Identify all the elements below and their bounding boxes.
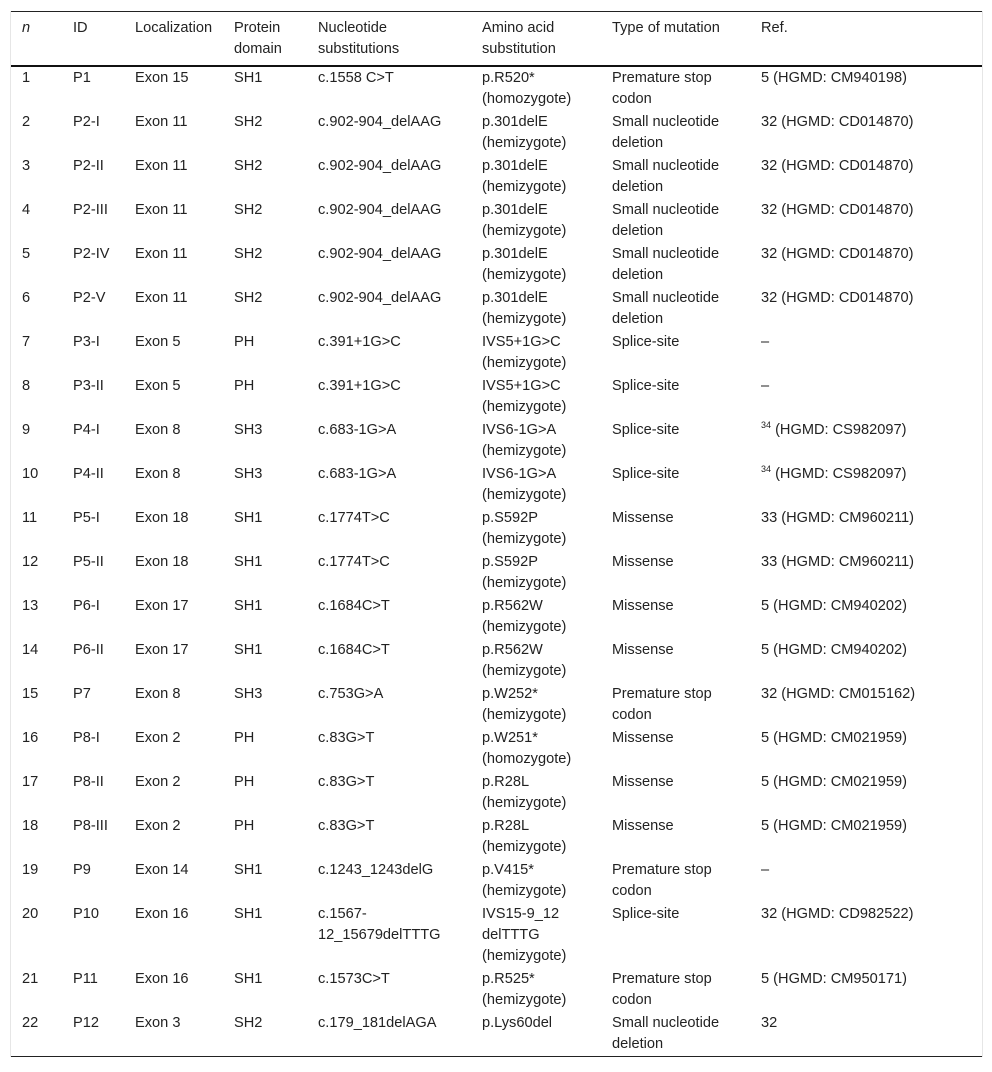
cell-n: 6 [22, 290, 31, 306]
cell-type-of-mutation: Small nucleotide deletion [612, 290, 720, 327]
cell-id: P4-II [73, 466, 104, 482]
cell-amino-acid-substitution: p.301delE (hemizygote) [482, 202, 567, 239]
cell-type-of-mutation: Small nucleotide deletion [612, 158, 720, 195]
cell-id: P5-I [73, 510, 100, 526]
cell-id: P7 [73, 686, 91, 702]
cell-ref: 32 (HGMD: CD014870) [761, 202, 914, 218]
cell-n: 10 [22, 466, 39, 482]
cell-protein-domain: SH1 [234, 642, 263, 658]
cell-type-of-mutation: Missense [612, 730, 674, 746]
cell-localization: Exon 2 [135, 818, 181, 834]
cell-amino-acid-substitution: p.Lys60del [482, 1015, 553, 1031]
cell-id: P12 [73, 1015, 99, 1031]
table-body [11, 66, 982, 1057]
ref-superscript: 34 [761, 420, 772, 431]
cell-type-of-mutation: Small nucleotide deletion [612, 114, 720, 151]
cell-n: 22 [22, 1015, 39, 1031]
cell-n: 8 [22, 378, 31, 394]
cell-protein-domain: SH2 [234, 202, 263, 218]
header-amino-acid-substitution: Amino acid substitution [482, 20, 556, 57]
cell-type-of-mutation: Premature stop codon [612, 686, 712, 723]
cell-nucleotide-substitution: c.83G>T [318, 730, 375, 746]
cell-localization: Exon 17 [135, 642, 189, 658]
cell-protein-domain: SH1 [234, 862, 263, 878]
cell-amino-acid-substitution: IVS15-9_12 delTTTG (hemizygote) [482, 906, 567, 964]
cell-type-of-mutation: Small nucleotide deletion [612, 1015, 720, 1052]
cell-ref: 5 (HGMD: CM021959) [761, 730, 907, 746]
cell-n: 20 [22, 906, 39, 922]
cell-localization: Exon 17 [135, 598, 189, 614]
cell-type-of-mutation: Premature stop codon [612, 862, 712, 899]
header-n: n [22, 20, 31, 36]
table-row [11, 551, 982, 595]
cell-ref: 33 (HGMD: CM960211) [761, 510, 915, 526]
cell-id: P8-I [73, 730, 100, 746]
cell-amino-acid-substitution: p.R28L (hemizygote) [482, 818, 567, 855]
cell-nucleotide-substitution: c.179_181delAGA [318, 1015, 437, 1031]
cell-localization: Exon 2 [135, 774, 181, 790]
cell-amino-acid-substitution: p.W251* (homozygote) [482, 730, 572, 767]
cell-localization: Exon 14 [135, 862, 189, 878]
cell-protein-domain: SH1 [234, 70, 263, 86]
cell-id: P1 [73, 70, 91, 86]
cell-localization: Exon 8 [135, 466, 181, 482]
cell-nucleotide-substitution: c.391+1G>C [318, 334, 401, 350]
cell-type-of-mutation: Missense [612, 510, 674, 526]
cell-id: P3-II [73, 378, 104, 394]
cell-nucleotide-substitution: c.902-904_delAAG [318, 114, 442, 130]
cell-protein-domain: PH [234, 818, 255, 834]
cell-ref [750, 419, 982, 463]
cell-nucleotide-substitution: c.1774T>C [318, 554, 390, 570]
cell-localization: Exon 5 [135, 334, 181, 350]
table-row [11, 859, 982, 903]
cell-amino-acid-substitution: p.R525* (hemizygote) [482, 971, 567, 1008]
cell-protein-domain: PH [234, 334, 255, 350]
cell-ref: – [761, 378, 770, 394]
cell-amino-acid-substitution: p.S592P (hemizygote) [482, 554, 567, 591]
cell-localization: Exon 8 [135, 422, 181, 438]
cell-localization: Exon 3 [135, 1015, 181, 1031]
cell-localization: Exon 16 [135, 906, 189, 922]
cell-protein-domain: SH1 [234, 554, 263, 570]
cell-type-of-mutation: Small nucleotide deletion [612, 246, 720, 283]
cell-protein-domain: SH2 [234, 290, 263, 306]
cell-nucleotide-substitution: c.1684C>T [318, 642, 390, 658]
cell-nucleotide-substitution: c.683-1G>A [318, 422, 397, 438]
table-header [11, 12, 982, 67]
header-id: ID [73, 20, 88, 36]
cell-ref: 32 (HGMD: CD982522) [761, 906, 914, 922]
cell-localization: Exon 11 [135, 290, 188, 306]
cell-nucleotide-substitution: c.1567-12_15679delTTTG [318, 906, 441, 943]
table-row [11, 463, 982, 507]
cell-nucleotide-substitution: c.1558 C>T [318, 70, 394, 86]
cell-type-of-mutation: Splice-site [612, 378, 680, 394]
header-row [11, 12, 982, 67]
cell-nucleotide-substitution: c.902-904_delAAG [318, 246, 442, 262]
cell-type-of-mutation: Missense [612, 598, 674, 614]
cell-n: 12 [22, 554, 39, 570]
cell-type-of-mutation: Small nucleotide deletion [612, 202, 720, 239]
cell-amino-acid-substitution: p.301delE (hemizygote) [482, 246, 567, 283]
cell-id: P10 [73, 906, 99, 922]
cell-n: 19 [22, 862, 39, 878]
cell-amino-acid-substitution: p.R28L (hemizygote) [482, 774, 567, 811]
cell-nucleotide-substitution: c.1774T>C [318, 510, 390, 526]
mutation-table [11, 11, 982, 1057]
cell-ref [750, 463, 982, 507]
ref-text: (HGMD: CS982097) [771, 422, 907, 438]
cell-n: 3 [22, 158, 31, 174]
cell-protein-domain: SH3 [234, 422, 263, 438]
cell-n: 9 [22, 422, 31, 438]
cell-id: P6-I [73, 598, 100, 614]
cell-amino-acid-substitution: p.R562W (hemizygote) [482, 598, 567, 635]
table-row [11, 331, 982, 375]
cell-ref: 32 (HGMD: CD014870) [761, 158, 914, 174]
cell-amino-acid-substitution: p.R562W (hemizygote) [482, 642, 567, 679]
cell-ref: 32 [761, 1015, 778, 1031]
table-row [11, 199, 982, 243]
cell-amino-acid-substitution: p.W252* (hemizygote) [482, 686, 567, 723]
cell-id: P9 [73, 862, 91, 878]
cell-amino-acid-substitution: IVS6-1G>A (hemizygote) [482, 422, 567, 459]
header-ref: Ref. [761, 20, 788, 36]
cell-n: 17 [22, 774, 39, 790]
cell-protein-domain: SH2 [234, 114, 263, 130]
table-row [11, 1012, 982, 1057]
cell-amino-acid-substitution: IVS5+1G>C (hemizygote) [482, 378, 567, 415]
cell-n: 1 [22, 70, 31, 86]
cell-ref: 5 (HGMD: CM940202) [761, 642, 907, 658]
cell-protein-domain: SH1 [234, 598, 263, 614]
table-row [11, 683, 982, 727]
cell-n: 16 [22, 730, 39, 746]
cell-ref: 32 (HGMD: CD014870) [761, 246, 914, 262]
cell-type-of-mutation: Splice-site [612, 906, 680, 922]
cell-nucleotide-substitution: c.83G>T [318, 774, 375, 790]
cell-protein-domain: SH2 [234, 246, 263, 262]
cell-localization: Exon 15 [135, 70, 189, 86]
cell-nucleotide-substitution: c.902-904_delAAG [318, 202, 442, 218]
cell-ref: – [761, 862, 770, 878]
cell-type-of-mutation: Splice-site [612, 422, 680, 438]
cell-n: 15 [22, 686, 39, 702]
table-row [11, 287, 982, 331]
table-row [11, 727, 982, 771]
cell-type-of-mutation: Missense [612, 642, 674, 658]
cell-n: 11 [22, 510, 38, 526]
ref-text: (HGMD: CS982097) [771, 466, 907, 482]
table-row [11, 968, 982, 1012]
cell-n: 18 [22, 818, 39, 834]
cell-n: 4 [22, 202, 31, 218]
cell-localization: Exon 8 [135, 686, 181, 702]
cell-type-of-mutation: Premature stop codon [612, 70, 712, 107]
cell-protein-domain: SH1 [234, 906, 263, 922]
cell-id: P2-IV [73, 246, 110, 262]
cell-localization: Exon 11 [135, 202, 188, 218]
cell-localization: Exon 2 [135, 730, 181, 746]
cell-id: P4-I [73, 422, 100, 438]
cell-ref: 33 (HGMD: CM960211) [761, 554, 915, 570]
header-nucleotide-substitutions: Nucleotide substitutions [318, 20, 400, 57]
cell-ref: 32 (HGMD: CD014870) [761, 290, 914, 306]
header-protein-domain: Protein domain [234, 20, 282, 57]
cell-localization: Exon 11 [135, 246, 188, 262]
cell-type-of-mutation: Missense [612, 554, 674, 570]
cell-n: 5 [22, 246, 31, 262]
cell-ref: 5 (HGMD: CM940202) [761, 598, 907, 614]
cell-ref: 5 (HGMD: CM021959) [761, 774, 907, 790]
cell-ref: 32 (HGMD: CM015162) [761, 686, 916, 702]
cell-protein-domain: PH [234, 774, 255, 790]
header-localization: Localization [135, 20, 213, 36]
header-type-of-mutation: Type of mutation [612, 20, 720, 36]
cell-localization: Exon 5 [135, 378, 181, 394]
mutation-table-container [10, 11, 983, 1057]
cell-id: P2-II [73, 158, 104, 174]
cell-id: P8-II [73, 774, 104, 790]
cell-protein-domain: PH [234, 730, 255, 746]
cell-id: P8-III [73, 818, 108, 834]
cell-type-of-mutation: Missense [612, 818, 674, 834]
cell-type-of-mutation: Missense [612, 774, 674, 790]
table-row [11, 155, 982, 199]
cell-n: 13 [22, 598, 39, 614]
table-row [11, 375, 982, 419]
cell-id: P2-I [73, 114, 100, 130]
cell-protein-domain: SH3 [234, 466, 263, 482]
cell-nucleotide-substitution: c.902-904_delAAG [318, 290, 442, 306]
cell-localization: Exon 11 [135, 158, 188, 174]
cell-localization: Exon 16 [135, 971, 189, 987]
ref-superscript: 34 [761, 464, 772, 475]
cell-amino-acid-substitution: p.301delE (hemizygote) [482, 114, 567, 151]
cell-localization: Exon 18 [135, 554, 189, 570]
cell-id: P3-I [73, 334, 100, 350]
cell-ref: 5 (HGMD: CM021959) [761, 818, 907, 834]
cell-nucleotide-substitution: c.1243_1243delG [318, 862, 434, 878]
cell-ref: 5 (HGMD: CM940198) [761, 70, 907, 86]
cell-amino-acid-substitution: IVS5+1G>C (hemizygote) [482, 334, 567, 371]
table-row [11, 507, 982, 551]
cell-protein-domain: SH1 [234, 510, 263, 526]
cell-n: 14 [22, 642, 39, 658]
cell-nucleotide-substitution: c.1573C>T [318, 971, 390, 987]
cell-protein-domain: SH1 [234, 971, 263, 987]
table-row [11, 771, 982, 815]
table-row [11, 903, 982, 968]
cell-amino-acid-substitution: p.V415* (hemizygote) [482, 862, 567, 899]
cell-amino-acid-substitution: IVS6-1G>A (hemizygote) [482, 466, 567, 503]
cell-n: 7 [22, 334, 31, 350]
cell-type-of-mutation: Premature stop codon [612, 971, 712, 1008]
cell-amino-acid-substitution: p.301delE (hemizygote) [482, 158, 567, 195]
table-row [11, 111, 982, 155]
table-row [11, 639, 982, 683]
cell-nucleotide-substitution: c.1684C>T [318, 598, 390, 614]
cell-ref: 5 (HGMD: CM950171) [761, 971, 907, 987]
table-row [11, 815, 982, 859]
cell-id: P6-II [73, 642, 104, 658]
cell-protein-domain: SH3 [234, 686, 263, 702]
cell-nucleotide-substitution: c.683-1G>A [318, 466, 397, 482]
cell-protein-domain: SH2 [234, 1015, 263, 1031]
cell-type-of-mutation: Splice-site [612, 466, 680, 482]
cell-protein-domain: SH2 [234, 158, 263, 174]
table-row [11, 595, 982, 639]
cell-nucleotide-substitution: c.753G>A [318, 686, 384, 702]
cell-nucleotide-substitution: c.902-904_delAAG [318, 158, 442, 174]
cell-ref: – [761, 334, 770, 350]
cell-type-of-mutation: Splice-site [612, 334, 680, 350]
cell-id: P2-V [73, 290, 106, 306]
cell-nucleotide-substitution: c.391+1G>C [318, 378, 401, 394]
cell-n: 2 [22, 114, 31, 130]
cell-amino-acid-substitution: p.S592P (hemizygote) [482, 510, 567, 547]
cell-n: 21 [22, 971, 39, 987]
cell-id: P2-III [73, 202, 108, 218]
cell-id: P11 [73, 971, 98, 987]
cell-localization: Exon 11 [135, 114, 188, 130]
table-row [11, 419, 982, 463]
cell-amino-acid-substitution: p.R520* (homozygote) [482, 70, 572, 107]
cell-ref: 32 (HGMD: CD014870) [761, 114, 914, 130]
cell-nucleotide-substitution: c.83G>T [318, 818, 375, 834]
cell-amino-acid-substitution: p.301delE (hemizygote) [482, 290, 567, 327]
cell-id: P5-II [73, 554, 104, 570]
table-row [11, 243, 982, 287]
table-row [11, 66, 982, 111]
cell-localization: Exon 18 [135, 510, 189, 526]
cell-protein-domain: PH [234, 378, 255, 394]
